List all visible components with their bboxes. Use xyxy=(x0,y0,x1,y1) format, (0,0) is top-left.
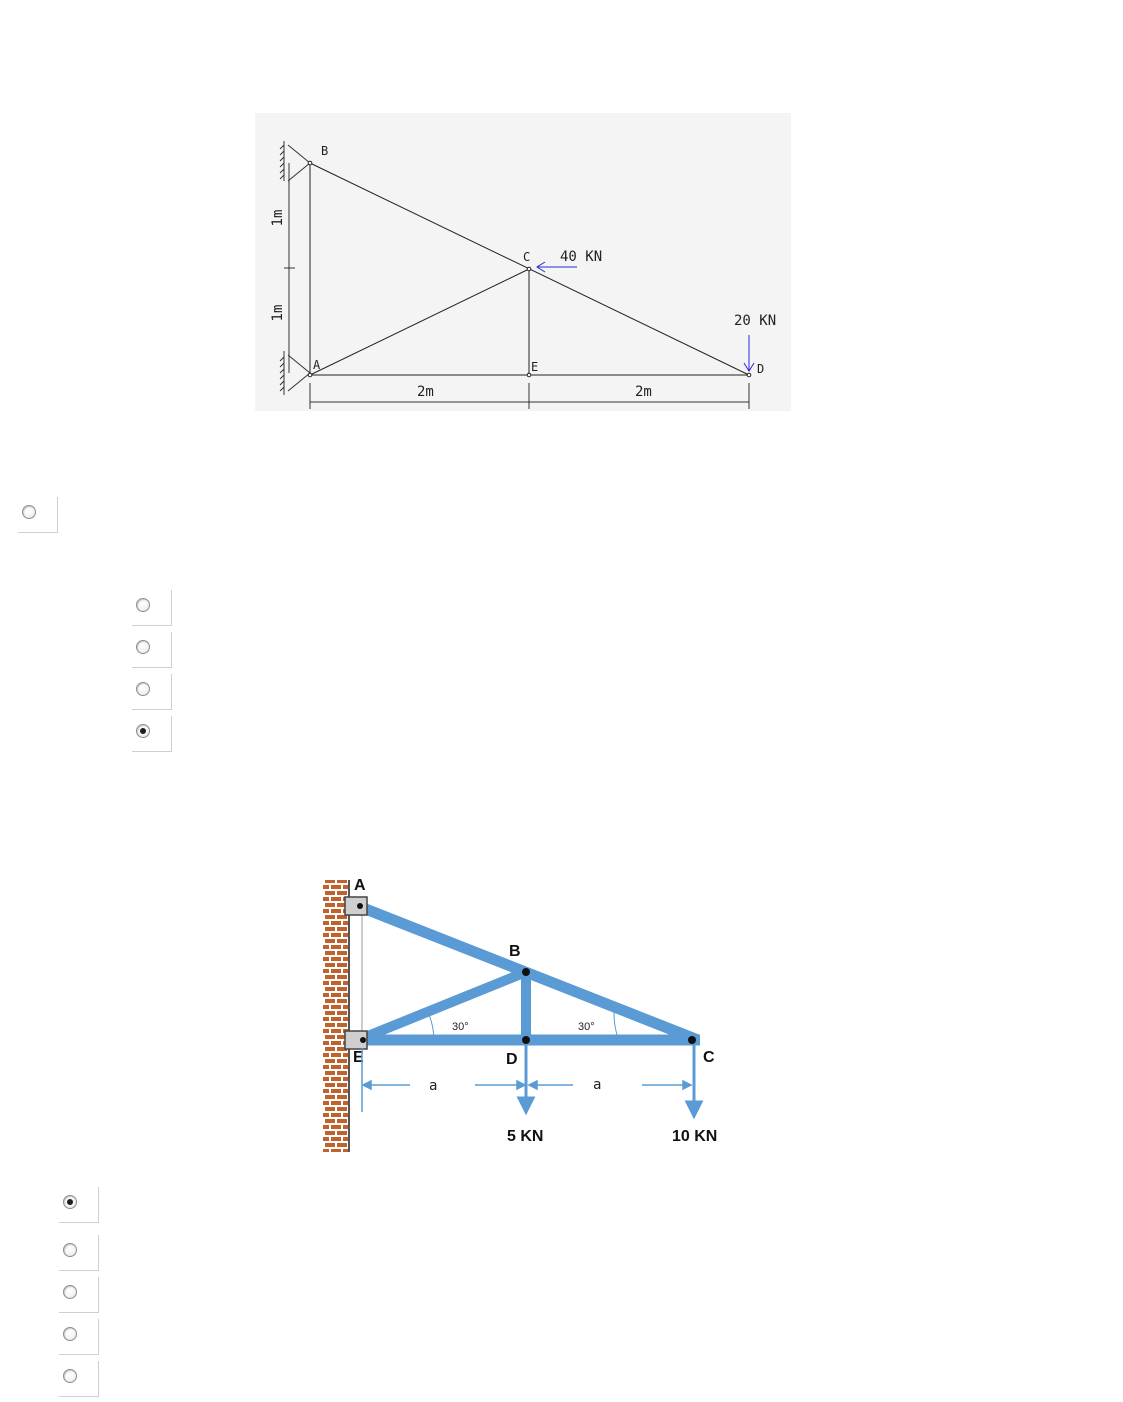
radio-button-selected[interactable] xyxy=(63,1195,77,1209)
load-d-label: 5 KN xyxy=(507,1128,544,1145)
joint-b xyxy=(308,161,312,165)
radio-button[interactable] xyxy=(63,1327,77,1341)
answer-option-9[interactable] xyxy=(59,1319,99,1355)
label-d: D xyxy=(757,362,765,376)
joint-b xyxy=(522,968,530,976)
answer-option-2[interactable] xyxy=(132,590,172,626)
label-b: B xyxy=(321,144,329,158)
answer-option-5[interactable] xyxy=(132,716,172,752)
answer-option-4[interactable] xyxy=(132,674,172,710)
radio-button[interactable] xyxy=(22,505,36,519)
radio-button[interactable] xyxy=(136,640,150,654)
brick-wall xyxy=(323,880,349,1152)
joint-d xyxy=(522,1036,530,1044)
joint-c xyxy=(688,1036,696,1044)
angle-left-label: 30° xyxy=(452,1021,469,1033)
label-b: B xyxy=(509,943,521,960)
load-c-label: 10 KN xyxy=(672,1128,718,1145)
radio-button-selected[interactable] xyxy=(136,724,150,738)
label-a: A xyxy=(354,877,366,894)
angle-right-label: 30° xyxy=(578,1021,595,1033)
joint-a xyxy=(308,373,312,377)
answer-option-6[interactable] xyxy=(59,1187,99,1223)
dim-right-label: 2m xyxy=(635,384,652,400)
answer-option-10[interactable] xyxy=(59,1361,99,1397)
truss-figure-2 xyxy=(318,872,738,1154)
joint-c xyxy=(527,267,531,271)
answer-option-8[interactable] xyxy=(59,1277,99,1313)
radio-button[interactable] xyxy=(136,682,150,696)
answer-option-1[interactable] xyxy=(18,497,58,533)
label-a: A xyxy=(313,358,321,372)
label-e: E xyxy=(531,360,539,374)
answer-option-7[interactable] xyxy=(59,1235,99,1271)
radio-button[interactable] xyxy=(63,1243,77,1257)
radio-button[interactable] xyxy=(136,598,150,612)
truss-figure-1 xyxy=(255,113,791,411)
radio-button[interactable] xyxy=(63,1285,77,1299)
dim-bottom-label: 1m xyxy=(270,304,286,322)
label-e: E xyxy=(353,1049,364,1066)
radio-button[interactable] xyxy=(63,1369,77,1383)
answer-option-3[interactable] xyxy=(132,632,172,668)
load-c-label: 40 KN xyxy=(560,249,603,265)
load-d-label: 20 KN xyxy=(734,313,777,329)
label-d: D xyxy=(506,1051,518,1068)
dim-right-label: a xyxy=(593,1077,602,1093)
label-c: C xyxy=(703,1049,715,1066)
joint-d xyxy=(747,373,751,377)
label-c: C xyxy=(523,250,531,264)
load-arrows xyxy=(519,1044,701,1116)
dim-top-label: 1m xyxy=(270,209,286,227)
dim-left-label: a xyxy=(429,1078,438,1094)
dim-left-label: 2m xyxy=(417,384,434,400)
